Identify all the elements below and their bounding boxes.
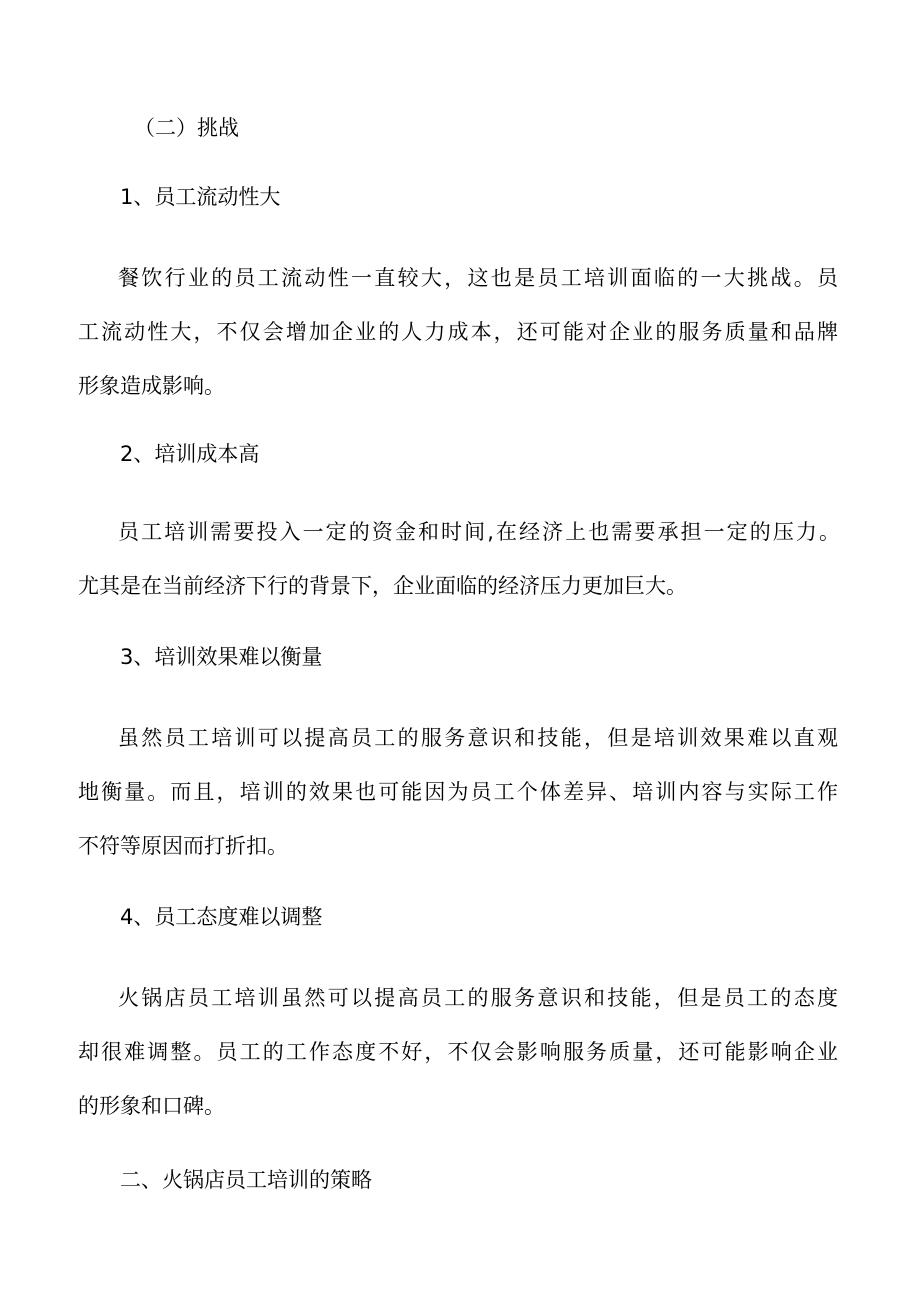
item2-body-line: 尤其是在当前经济下行的背景下，企业面临的经济压力更加巨大。 (78, 574, 687, 598)
item1-body-line: 餐饮行业的员工流动性一直较大，这也是员工培训面临的一大挑战。员 (118, 266, 838, 290)
section-heading-challenge: （二）挑战 (134, 116, 239, 140)
item3-heading: 3、培训效果难以衡量 (120, 645, 323, 669)
item1-body-line: 工流动性大，不仅会增加企业的人力成本，还可能对企业的服务质量和品牌 (78, 320, 838, 344)
item4-heading: 4、员工态度难以调整 (120, 905, 323, 929)
item3-body-line: 虽然员工培训可以提高员工的服务意识和技能，但是培训效果难以直观 (118, 726, 838, 750)
item4-body-line: 火锅店员工培训虽然可以提高员工的服务意识和技能，但是员工的态度 (118, 986, 838, 1010)
item4-body-line: 的形象和口碑。 (78, 1094, 225, 1118)
item4-body-line: 却很难调整。员工的工作态度不好，不仅会影响服务质量，还可能影响企业 (78, 1040, 838, 1064)
item3-body-line: 不符等原因而打折扣。 (78, 834, 288, 858)
section-heading-strategy: 二、火锅店员工培训的策略 (120, 1168, 372, 1192)
item3-body-line: 地衡量。而且，培训的效果也可能因为员工个体差异、培训内容与实际工作 (78, 780, 838, 804)
item1-body-line: 形象造成影响。 (78, 374, 225, 398)
item1-heading: 1、员工流动性大 (120, 185, 281, 209)
item2-heading: 2、培训成本高 (120, 442, 260, 466)
item2-body-line: 员工培训需要投入一定的资金和时间,在经济上也需要承担一定的压力。 (118, 520, 840, 544)
